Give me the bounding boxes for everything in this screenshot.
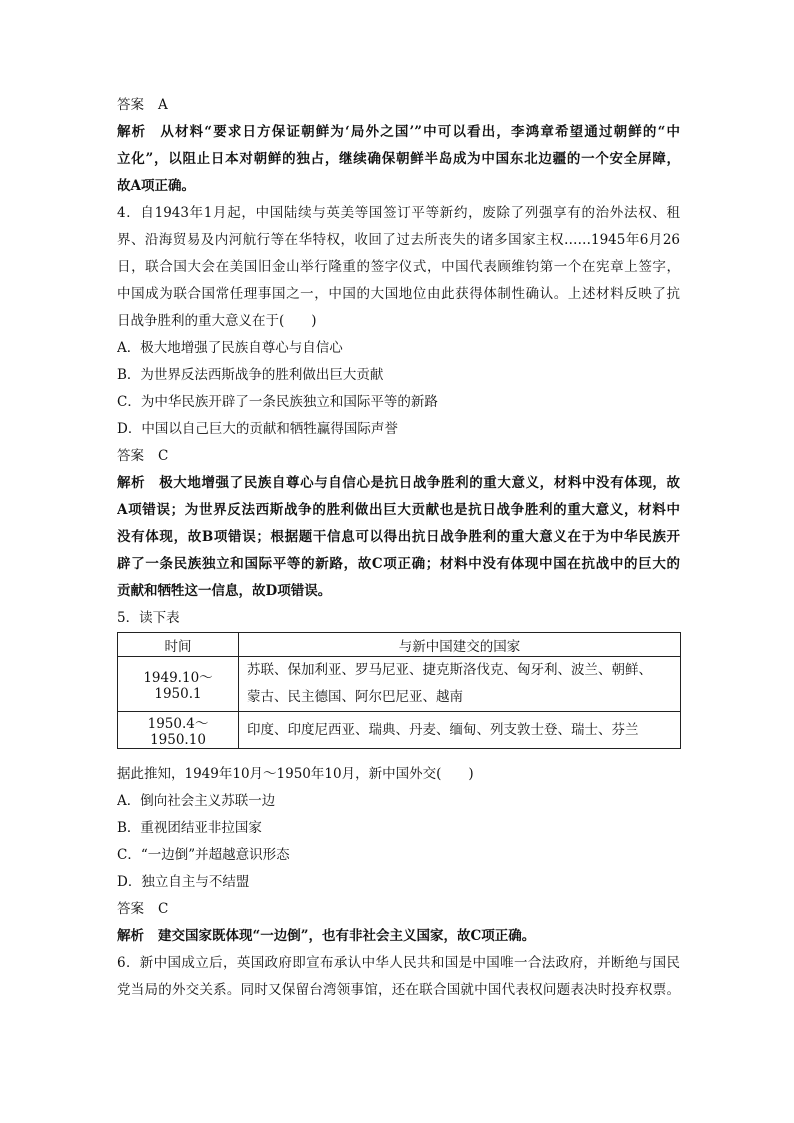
question-stem: 4．自1943年1月起，中国陆续与英美等国签订平等新约，废除了列强享有的治外法权、租	[117, 205, 680, 221]
table-cell-period: 1950.4～1950.10	[118, 712, 239, 749]
q5-answer-line	[117, 896, 680, 923]
q5-analysis-line	[117, 923, 680, 950]
countries-line: 蒙古、民主德国、阿尔巴尼亚、越南	[247, 689, 463, 705]
question-stem: 日战争胜利的重大意义在于( )	[117, 313, 317, 329]
question-stem: 界、沿海贸易及内河航行等在华特权，收回了过去所丧失的诸多国家主权……1945年6月26	[117, 232, 680, 248]
question-stem: 6．新中国成立后，英国政府即宣布承认中华人民共和国是中国唯一合法政府，并断绝与国民	[117, 955, 680, 971]
analysis-label: 解析	[117, 475, 146, 491]
answer-value: C	[158, 901, 169, 917]
answer-label: 答案	[117, 448, 144, 464]
analysis-label: 解析	[117, 928, 144, 944]
option-a: A．倒向社会主义苏联一边	[117, 793, 276, 809]
analysis-text: 极大地增强了民族自尊心与自信心是抗日战争胜利的重大意义，材料中没有体现，故	[159, 475, 680, 491]
table-cell-countries	[239, 712, 681, 749]
answer-label: 答案	[117, 97, 144, 113]
analysis-text: A项错误；为世界反法西斯战争的胜利做出巨大贡献也是抗日战争胜利的重大意义，材料中	[117, 502, 680, 518]
diplomacy-table	[117, 632, 681, 749]
analysis-text: 没有体现，故B项错误；根据题干信息可以得出抗日战争胜利的重大意义在于为中华民族开	[117, 529, 680, 545]
option-b: B．重视团结亚非拉国家	[117, 820, 262, 836]
option-b: B．为世界反法西斯战争的胜利做出巨大贡献	[117, 367, 384, 383]
option-a: A．极大地增强了民族自尊心与自信心	[117, 340, 343, 356]
analysis-text: 建交国家既体现“一边倒”，也有非社会主义国家，故C项正确。	[158, 928, 536, 944]
analysis-text: 辟了一条民族独立和国际平等的新路，故C项正确；材料中没有体现中国在抗战中的巨大的	[117, 556, 680, 572]
table-row	[118, 712, 681, 749]
analysis-text: 从材料“要求日方保证朝鲜为‘局外之国’”中可以看出，李鸿章希望通过朝鲜的“中	[160, 124, 680, 140]
question-stem: 据此推知，1949年10月～1950年10月，新中国外交( )	[117, 766, 474, 782]
answer-value: A	[158, 97, 168, 113]
analysis-text: 贡献和牺牲这一信息，故D项错误。	[117, 583, 332, 599]
analysis-text: 立化”，以阻止日本对朝鲜的独占，继续确保朝鲜半岛成为中国东北边疆的一个安全屏障，	[117, 151, 680, 167]
answer-label: 答案	[117, 901, 144, 917]
table-header-row	[118, 633, 681, 657]
countries-line: 苏联、保加利亚、罗马尼亚、捷克斯洛伐克、匈牙利、波兰、朝鲜、	[247, 662, 652, 678]
q3-analysis-line	[117, 119, 680, 146]
table-row	[118, 657, 681, 712]
option-c: C．“一边倒”并超越意识形态	[117, 847, 290, 863]
table-header-period: 时间	[118, 633, 239, 657]
option-d: D．中国以自己巨大的贡献和牺牲赢得国际声誉	[117, 421, 398, 437]
option-d: D．独立自主与不结盟	[117, 874, 250, 890]
option-c: C．为中华民族开辟了一条民族独立和国际平等的新路	[117, 394, 438, 410]
document-page	[117, 92, 680, 1004]
q4-answer-line	[117, 443, 680, 470]
analysis-text: 故A项正确。	[117, 178, 195, 194]
question-stem: 中国成为联合国常任理事国之一，中国的大国地位由此获得体制性确认。上述材料反映了抗	[117, 286, 680, 302]
table-header-countries: 与新中国建交的国家	[239, 633, 681, 657]
q4-analysis-line	[117, 470, 680, 497]
table-cell-period: 1949.10～1950.1	[118, 657, 239, 712]
table-cell-countries	[239, 657, 681, 712]
q3-answer-line	[117, 92, 680, 119]
countries-line: 印度、印度尼西亚、瑞典、丹麦、缅甸、列支敦士登、瑞士、芬兰	[247, 721, 639, 738]
question-stem: 5．读下表	[117, 610, 180, 626]
analysis-label: 解析	[117, 124, 147, 140]
question-stem: 党当局的外交关系。同时又保留台湾领事馆，还在联合国就中国代表权问题表决时投弃权票。	[117, 982, 680, 998]
answer-value: C	[158, 448, 169, 464]
question-stem: 日，联合国大会在美国旧金山举行隆重的签字仪式，中国代表顾维钧第一个在宪章上签字，	[117, 259, 680, 275]
